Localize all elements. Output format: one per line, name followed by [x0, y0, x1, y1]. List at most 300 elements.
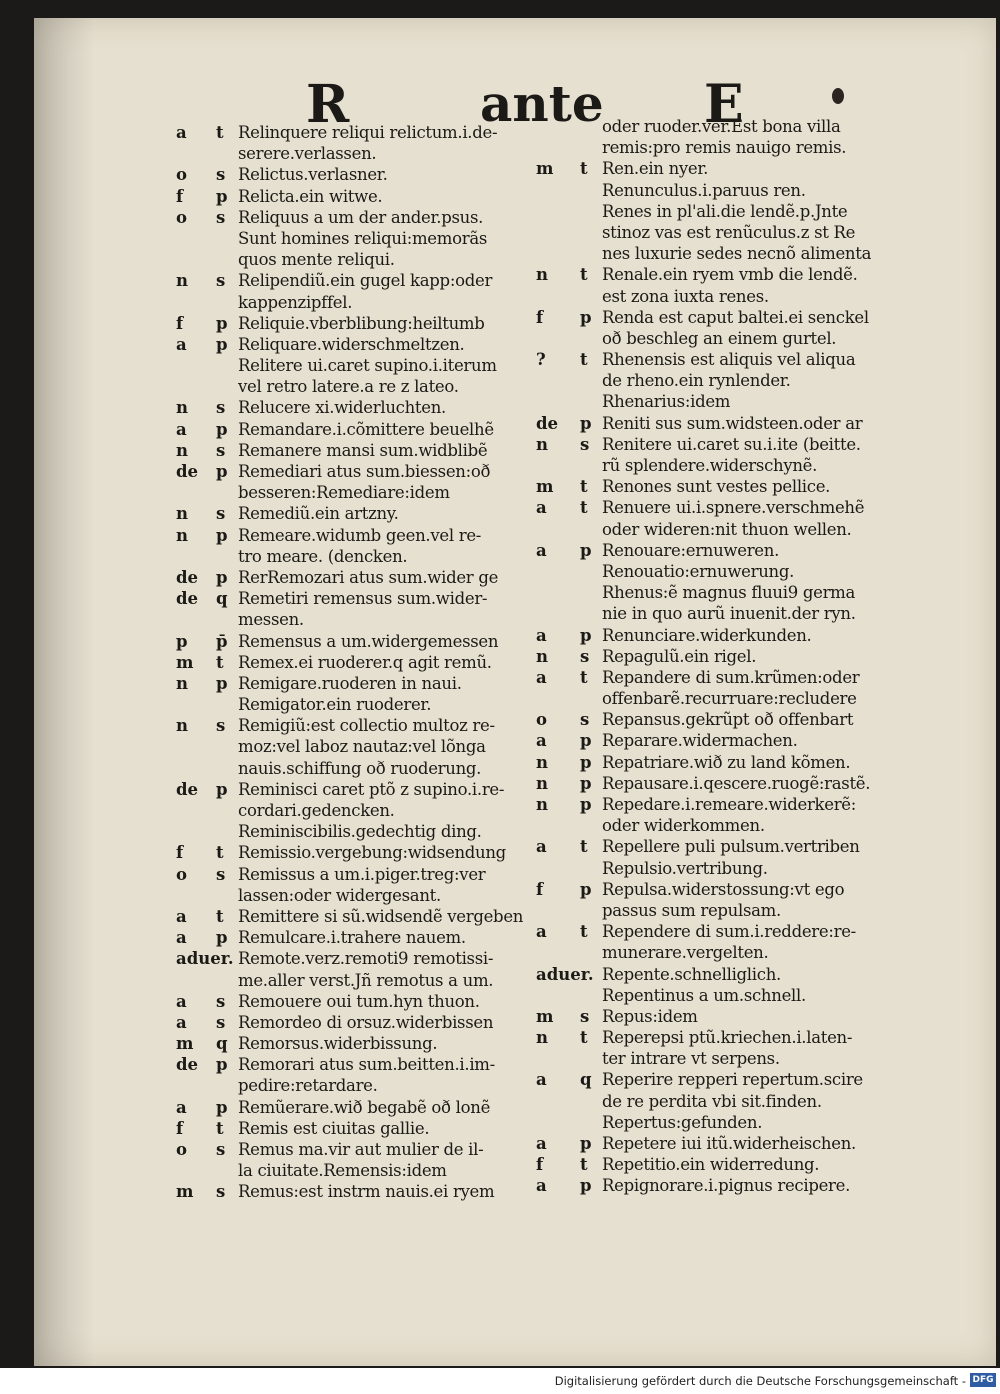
entry-text: Reparare.widermachen.: [602, 731, 798, 751]
class-mark: s: [216, 207, 226, 227]
entry-text: Reliquare.widerschmeltzen.: [238, 334, 465, 354]
class-mark: p: [216, 1097, 228, 1117]
dictionary-line: [536, 921, 936, 942]
dictionary-line: [536, 815, 936, 836]
entry-text: vel retro latere.a re z lateo.: [238, 377, 459, 397]
gender-mark: n: [176, 525, 188, 545]
entry-text: quos mente reliqui.: [238, 250, 395, 270]
entry-text: Relipendiũ.ein gugel kapp:oder: [238, 271, 493, 291]
dictionary-line: [176, 991, 576, 1012]
entry-text: Renda est caput baltei.ei senckel: [602, 307, 869, 327]
gender-mark: o: [176, 207, 188, 227]
class-mark: s: [216, 440, 226, 460]
gender-mark: n: [176, 673, 188, 693]
entry-text: Remissus a um.i.piger.treg:ver: [238, 864, 486, 884]
dictionary-line: [176, 461, 576, 482]
dictionary-line: [536, 286, 936, 307]
ink-blot: [832, 88, 844, 104]
gender-mark: a: [176, 123, 187, 142]
entry-text: nes luxurie sedes necnõ alimenta: [602, 244, 872, 264]
entry-text: Renuere ui.i.spnere.verschmehẽ: [602, 498, 865, 518]
class-mark: p: [580, 731, 592, 751]
dictionary-line: [176, 292, 576, 313]
dictionary-line: [176, 906, 576, 927]
gender-mark: m: [176, 652, 194, 672]
class-mark: s: [216, 1140, 226, 1159]
class-mark: p: [580, 413, 592, 433]
dictionary-line: [536, 1154, 936, 1175]
entry-text: Remus ma.vir aut mulier de il-: [238, 1140, 484, 1159]
entry-text: moz:vel laboz nautaz:vel lõnga: [238, 737, 486, 757]
gender-mark: a: [176, 906, 187, 926]
gender-mark: o: [176, 165, 188, 185]
class-mark: s: [216, 991, 226, 1011]
right-column: [536, 116, 936, 1197]
dictionary-line: [176, 673, 576, 694]
gender-mark: f: [176, 313, 184, 333]
entry-text: Ren.ein nyer.: [602, 159, 709, 179]
gender-mark: de: [536, 413, 559, 433]
class-mark: p: [216, 779, 228, 799]
entry-text: de re perdita vbi sit.finden.: [602, 1091, 822, 1111]
gender-mark: n: [536, 773, 548, 793]
gender-mark: m: [176, 1182, 194, 1202]
gender-mark: a: [176, 419, 187, 439]
dictionary-line: [536, 709, 936, 730]
dictionary-line: [536, 985, 936, 1006]
dictionary-line: [176, 207, 576, 228]
dictionary-line: [176, 313, 576, 334]
gender-mark: n: [176, 716, 188, 736]
entry-text: Remigator.ein ruoderer.: [238, 695, 432, 715]
entry-text: Remis est ciuitas gallie.: [238, 1118, 430, 1138]
dictionary-line: [176, 694, 576, 715]
gender-mark: a: [176, 1097, 187, 1117]
gender-mark: de: [176, 462, 199, 481]
dictionary-line: [536, 455, 936, 476]
entry-text: Rhenus:ẽ magnus fluui9 germa: [602, 583, 856, 603]
dictionary-line: [176, 885, 576, 906]
gender-mark: a: [536, 667, 547, 687]
gender-mark: o: [176, 1140, 188, 1159]
entry-text: Remetiri remensus sum.wider-: [238, 589, 488, 609]
entry-text: Remigiũ:est collectio multoz re-: [238, 716, 495, 736]
entry-text: Repus:idem: [602, 1006, 698, 1026]
dictionary-line: [176, 546, 576, 567]
dictionary-line: [176, 800, 576, 821]
entry-text: Relitere ui.caret supino.i.iterum: [238, 356, 497, 376]
class-mark: p: [216, 186, 228, 206]
entry-text: Rhenarius:idem: [602, 392, 731, 412]
gender-mark: a: [536, 1134, 547, 1153]
entry-text: me.aller verst.Jñ remotus a um.: [238, 970, 494, 990]
dictionary-line: [176, 482, 576, 503]
gender-mark: de: [176, 589, 199, 609]
entry-text: Remote.verz.remoti9 remotissi-: [238, 949, 494, 969]
gender-mark: a: [536, 1070, 547, 1090]
header-initial-left: R: [306, 74, 350, 135]
entry-text: besseren:Remediare:idem: [238, 483, 450, 503]
entry-text: rũ splendere.widerschynẽ.: [602, 456, 818, 475]
entry-text: Renale.ein ryem vmb die lendẽ.: [602, 265, 858, 285]
dictionary-line: [536, 836, 936, 857]
gender-mark: f: [176, 1118, 184, 1138]
entry-text: Repatriare.wið zu land kõmen.: [602, 752, 851, 772]
dictionary-line: [536, 1048, 936, 1069]
dictionary-line: [176, 821, 576, 842]
entry-text: oder ruoder.ver.Est bona villa: [602, 117, 841, 136]
dictionary-line: [176, 970, 576, 991]
class-mark: t: [216, 843, 224, 863]
gender-mark: n: [176, 440, 188, 460]
entry-text: Remex.ei ruoderer.q agit remũ.: [238, 652, 492, 672]
gender-mark: a: [536, 540, 547, 560]
dictionary-line: [536, 201, 936, 222]
class-mark: p: [216, 334, 228, 354]
entry-text: Sunt homines reliqui:memorãs: [238, 228, 488, 248]
entry-text: Repagulũ.ein rigel.: [602, 646, 757, 666]
entry-text: Remissio.vergebung:widsendung: [238, 843, 506, 863]
dictionary-line: [176, 186, 576, 207]
entry-text: Rependere di sum.i.reddere:re-: [602, 922, 856, 942]
gender-mark: n: [536, 646, 548, 666]
gender-mark: n: [536, 1028, 548, 1048]
entry-text: Relicta.ein witwe.: [238, 186, 383, 206]
entry-text: Remandare.i.cõmittere beuelhẽ: [238, 419, 494, 439]
gender-mark: ?: [536, 350, 546, 370]
dfg-logo: DFG: [970, 1373, 996, 1387]
dictionary-line: [536, 625, 936, 646]
dictionary-line: [176, 864, 576, 885]
dictionary-line: [176, 122, 576, 143]
footer-credit: Digitalisierung gefördert durch die Deutsche Forschungsgemeinschaft -: [554, 1374, 966, 1388]
gender-mark: a: [536, 837, 547, 857]
gender-mark: n: [176, 398, 188, 418]
dictionary-line: [536, 561, 936, 582]
dictionary-line: [536, 1091, 936, 1112]
entry-text: oder wideren:nit thuon wellen.: [602, 519, 852, 539]
entry-text: Remouere oui tum.hyn thuon.: [238, 991, 480, 1011]
entry-text: Remulcare.i.trahere nauem.: [238, 928, 466, 948]
entry-text: stinoz vas est renũculus.z st Re: [602, 222, 856, 242]
gender-mark: a: [536, 625, 547, 645]
gender-mark: aduer.: [536, 964, 594, 984]
class-mark: p: [580, 879, 592, 899]
gender-mark: de: [176, 1055, 199, 1075]
dictionary-line: [176, 1139, 576, 1160]
entry-text: Repandere di sum.krũmen:oder: [602, 667, 860, 687]
dictionary-line: [536, 688, 936, 709]
class-mark: s: [580, 710, 590, 730]
dictionary-line: [536, 794, 936, 815]
entry-text: Reliquie.vberblibung:heiltumb: [238, 313, 485, 333]
class-mark: s: [216, 864, 226, 884]
entry-text: nie in quo aurũ inuenit.der ryn.: [602, 604, 856, 624]
gender-mark: f: [176, 186, 184, 206]
dictionary-line: [536, 328, 936, 349]
header-word: ante: [480, 74, 604, 133]
dictionary-line: [176, 1097, 576, 1118]
class-mark: s: [580, 646, 590, 666]
class-mark: p: [580, 795, 592, 814]
gender-mark: p: [176, 631, 188, 651]
footer-bar: [0, 1368, 1000, 1394]
dictionary-line: [176, 334, 576, 355]
dictionary-line: [176, 842, 576, 863]
dictionary-line: [536, 1069, 936, 1090]
class-mark: q: [216, 1034, 228, 1054]
class-mark: p: [580, 540, 592, 560]
dictionary-line: [536, 1112, 936, 1133]
entry-text: Renunculus.i.paruus ren.: [602, 180, 806, 200]
dictionary-line: [176, 652, 576, 673]
entry-text: Rhenensis est aliquis vel aliqua: [602, 350, 856, 370]
left-column: [176, 122, 594, 1203]
entry-text: RerRemozari atus sum.wider ge: [238, 567, 499, 587]
gender-mark: o: [176, 864, 188, 884]
gender-mark: n: [176, 504, 188, 524]
dictionary-line: [176, 1012, 576, 1033]
class-mark: t: [216, 652, 224, 672]
dictionary-line: [536, 879, 936, 900]
header-initial-right: E: [704, 74, 744, 135]
class-mark: s: [216, 165, 226, 185]
gender-mark: f: [536, 307, 544, 327]
entry-text: ter intrare vt serpens.: [602, 1049, 780, 1069]
entry-text: Renunciare.widerkunden.: [602, 625, 812, 645]
gender-mark: f: [536, 879, 544, 899]
entry-text: pedire:retardare.: [238, 1076, 378, 1096]
dictionary-line: [176, 164, 576, 185]
dictionary-line: [536, 413, 936, 434]
gender-mark: a: [536, 1176, 547, 1196]
entry-text: oð beschleg an einem gurtel.: [602, 328, 837, 348]
dictionary-line: [176, 736, 576, 757]
entry-text: tro meare. (dencken.: [238, 546, 408, 566]
class-mark: p: [216, 525, 228, 545]
entry-text: Remensus a um.widergemessen: [238, 631, 499, 651]
dictionary-line: [176, 376, 576, 397]
class-mark: t: [580, 1155, 588, 1175]
class-mark: p: [580, 773, 592, 793]
entry-text: Remediari atus sum.biessen:oð: [238, 462, 491, 481]
entry-text: Repentinus a um.schnell.: [602, 985, 806, 1005]
dictionary-line: [176, 948, 576, 969]
dictionary-line: [536, 1175, 936, 1196]
entry-text: Repignorare.i.pignus recipere.: [602, 1176, 851, 1196]
entry-text: Repausare.i.qescere.ruogẽ:rastẽ.: [602, 773, 871, 793]
class-mark: p: [580, 1134, 592, 1153]
gender-mark: a: [536, 498, 547, 518]
entry-text: Renes in pl'ali.die lendẽ.p.Jnte: [602, 201, 848, 221]
gender-mark: o: [536, 710, 548, 730]
class-mark: s: [216, 398, 226, 418]
dictionary-line: [536, 730, 936, 751]
dictionary-line: [176, 758, 576, 779]
dictionary-line: [536, 158, 936, 179]
gender-mark: m: [536, 1006, 554, 1026]
entry-text: Relucere xi.widerluchten.: [238, 398, 446, 418]
dictionary-line: [176, 1075, 576, 1096]
entry-text: oder widerkommen.: [602, 816, 765, 836]
gutter-shadow: [34, 18, 94, 1366]
dictionary-line: [536, 1006, 936, 1027]
entry-text: Reminiscibilis.gedechtig ding.: [238, 822, 482, 842]
class-mark: s: [216, 504, 226, 524]
dictionary-line: [536, 116, 936, 137]
entry-text: Repulsio.vertribung.: [602, 858, 768, 878]
entry-text: Renitere ui.caret su.i.ite (beitte.: [602, 434, 861, 454]
gender-mark: n: [176, 271, 188, 291]
class-mark: p: [580, 752, 592, 772]
entry-text: Repetere iui itũ.widerheischen.: [602, 1134, 856, 1153]
dictionary-line: [536, 752, 936, 773]
dictionary-line: [176, 503, 576, 524]
gender-mark: de: [176, 779, 199, 799]
entry-text: Reliquus a um der ander.psus.: [238, 207, 484, 227]
class-mark: t: [580, 922, 588, 942]
entry-text: Remigare.ruoderen in naui.: [238, 673, 462, 693]
entry-text: Remorsus.widerbissung.: [238, 1034, 438, 1054]
class-mark: p: [580, 625, 592, 645]
entry-text: Remanere mansi sum.widblibẽ: [238, 440, 488, 460]
dictionary-line: [176, 525, 576, 546]
class-mark: t: [580, 477, 588, 497]
gender-mark: a: [176, 928, 187, 948]
dictionary-line: [536, 349, 936, 370]
entry-text: de rheno.ein rynlender.: [602, 371, 791, 391]
entry-text: Repulsa.widerstossung:vt ego: [602, 879, 845, 899]
dictionary-line: [536, 646, 936, 667]
entry-text: nauis.schiffung oð ruoderung.: [238, 758, 482, 778]
dictionary-line: [536, 391, 936, 412]
entry-text: Repente.schnelliglich.: [602, 964, 781, 984]
entry-text: messen.: [238, 610, 304, 630]
entry-text: la ciuitate.Remensis:idem: [238, 1161, 447, 1181]
entry-text: Remeare.widumb geen.vel re-: [238, 525, 482, 545]
entry-text: Renones sunt vestes pellice.: [602, 477, 831, 497]
dictionary-line: [536, 180, 936, 201]
dictionary-line: [176, 228, 576, 249]
entry-text: Remordeo di orsuz.widerbissen: [238, 1012, 494, 1032]
entry-text: Reperepsi ptũ.kriechen.i.laten-: [602, 1028, 853, 1048]
class-mark: t: [580, 159, 588, 179]
entry-text: lassen:oder widergesant.: [238, 885, 441, 905]
dictionary-line: [536, 243, 936, 264]
class-mark: p: [216, 313, 228, 333]
class-mark: p: [216, 673, 228, 693]
dictionary-line: [176, 588, 576, 609]
gender-mark: m: [536, 477, 554, 497]
dictionary-line: [176, 440, 576, 461]
dictionary-line: [536, 667, 936, 688]
entry-text: Renouatio:ernuwerung.: [602, 561, 795, 581]
dictionary-line: [176, 397, 576, 418]
class-mark: p: [216, 1055, 228, 1075]
entry-text: passus sum repulsam.: [602, 900, 781, 920]
entry-text: Repertus:gefunden.: [602, 1112, 763, 1132]
dictionary-line: [176, 355, 576, 376]
entry-text: kappenzipffel.: [238, 292, 353, 312]
dictionary-line: [176, 779, 576, 800]
dictionary-line: [176, 1033, 576, 1054]
class-mark: p̄: [216, 631, 228, 651]
class-mark: s: [216, 1012, 226, 1032]
entry-text: remis:pro remis nauigo remis.: [602, 138, 847, 158]
gender-mark: a: [536, 731, 547, 751]
entry-text: Remittere si sũ.widsendẽ vergeben: [238, 906, 524, 926]
class-mark: p: [216, 928, 228, 948]
entry-text: Remus:est instrm nauis.ei ryem: [238, 1182, 495, 1202]
dictionary-line: [536, 582, 936, 603]
class-mark: t: [216, 906, 224, 926]
dictionary-line: [176, 1118, 576, 1139]
entry-text: Relictus.verlasner.: [238, 165, 388, 185]
dictionary-line: [176, 1054, 576, 1075]
dictionary-line: [536, 307, 936, 328]
class-mark: s: [580, 1006, 590, 1026]
gender-mark: m: [176, 1034, 194, 1054]
dictionary-line: [536, 900, 936, 921]
class-mark: p: [216, 567, 228, 587]
entry-text: munerare.vergelten.: [602, 943, 769, 963]
class-mark: q: [580, 1070, 592, 1090]
entry-text: cordari.gedencken.: [238, 801, 395, 820]
class-mark: t: [580, 350, 588, 370]
entry-text: Renouare:ernuweren.: [602, 540, 780, 560]
gender-mark: a: [536, 922, 547, 942]
dictionary-line: [536, 434, 936, 455]
class-mark: p: [216, 462, 228, 481]
entry-text: Repetitio.ein widerredung.: [602, 1155, 820, 1175]
dictionary-line: [536, 519, 936, 540]
dictionary-line: [176, 1160, 576, 1181]
dictionary-line: [536, 540, 936, 561]
dictionary-line: [536, 370, 936, 391]
entry-text: Repedare.i.remeare.widerkerẽ:: [602, 795, 857, 814]
gender-mark: n: [536, 265, 548, 285]
gender-mark: f: [176, 843, 184, 863]
class-mark: t: [580, 265, 588, 285]
dictionary-line: [536, 773, 936, 794]
class-mark: t: [580, 667, 588, 687]
entry-text: Reperire repperi repertum.scire: [602, 1070, 863, 1090]
entry-text: Reniti sus sum.widsteen.oder ar: [602, 413, 863, 433]
class-mark: s: [216, 1182, 226, 1202]
gender-mark: f: [536, 1155, 544, 1175]
entry-text: Repellere puli pulsum.vertriben: [602, 837, 860, 857]
gender-mark: n: [536, 752, 548, 772]
dictionary-line: [536, 476, 936, 497]
entry-text: Remũerare.wið begabẽ oð lonẽ: [238, 1097, 491, 1117]
dictionary-line: [176, 927, 576, 948]
dictionary-line: [176, 609, 576, 630]
dictionary-line: [176, 419, 576, 440]
dictionary-line: [536, 222, 936, 243]
class-mark: p: [580, 1176, 592, 1196]
entry-text: Remorari atus sum.beitten.i.im-: [238, 1055, 495, 1075]
class-mark: t: [216, 123, 224, 142]
class-mark: s: [580, 434, 590, 454]
entry-text: Reminisci caret ptõ z supino.i.re-: [238, 779, 505, 799]
dictionary-line: [176, 1181, 576, 1202]
dictionary-line: [536, 497, 936, 518]
gender-mark: n: [536, 795, 548, 814]
entry-text: offenbarẽ.recurruare:recludere: [602, 689, 857, 709]
dictionary-line: [536, 137, 936, 158]
entry-text: Remediũ.ein artzny.: [238, 504, 399, 524]
entry-text: est zona iuxta renes.: [602, 286, 769, 306]
